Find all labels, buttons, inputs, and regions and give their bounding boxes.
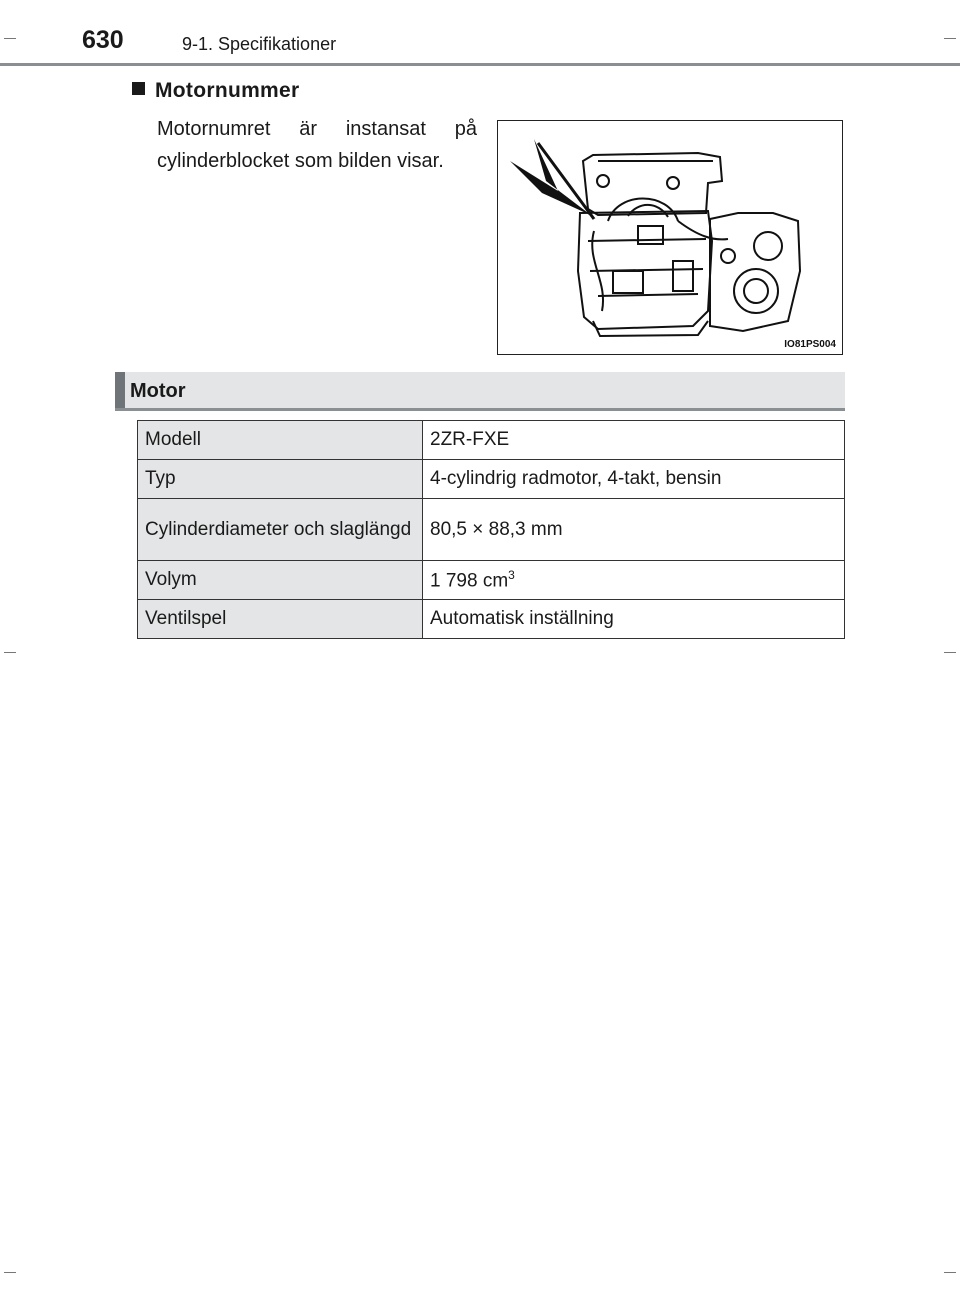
table-value: 4-cylindrig radmotor, 4-takt, bensin [423, 460, 845, 499]
band-accent-bar [115, 372, 125, 408]
volume-unit-exponent: 3 [508, 567, 515, 582]
page-number: 630 [82, 26, 124, 54]
engine-illustration [498, 121, 842, 354]
table-row [138, 600, 845, 639]
motor-section-band [115, 372, 845, 411]
volume-value: 1 798 cm [430, 570, 509, 592]
table-value: 2ZR-FXE [423, 421, 845, 460]
table-value: 80,5 × 88,3 mm [423, 499, 845, 561]
chapter-title: 9-1. Specifikationer [182, 34, 337, 54]
header-rule [0, 63, 960, 66]
table-row [138, 499, 845, 561]
table-row [138, 561, 845, 600]
table-label: Ventilspel [138, 600, 423, 639]
spec-table [137, 420, 845, 639]
table-value: Automatisk inställning [423, 600, 845, 639]
crop-mark [944, 38, 956, 39]
crop-mark [4, 1272, 16, 1273]
engine-figure [497, 120, 843, 355]
crop-mark [4, 652, 16, 653]
bullet-square-icon [132, 82, 145, 95]
figure-code: IO81PS004 [784, 339, 836, 350]
table-label: Modell [138, 421, 423, 460]
table-value [423, 561, 845, 600]
section-heading [132, 79, 299, 103]
section-heading-text: Motornummer [155, 79, 300, 102]
table-label: Cylinderdiameter och slaglängd [138, 499, 423, 561]
table-label: Typ [138, 460, 423, 499]
crop-mark [944, 652, 956, 653]
table-row [138, 460, 845, 499]
crop-mark [944, 1272, 956, 1273]
crop-mark [4, 38, 16, 39]
motor-section-title: Motor [130, 380, 186, 402]
table-row [138, 421, 845, 460]
table-label: Volym [138, 561, 423, 600]
body-text: Motornumret är instansat på cylinderblocket som bilden visar. [157, 118, 477, 172]
